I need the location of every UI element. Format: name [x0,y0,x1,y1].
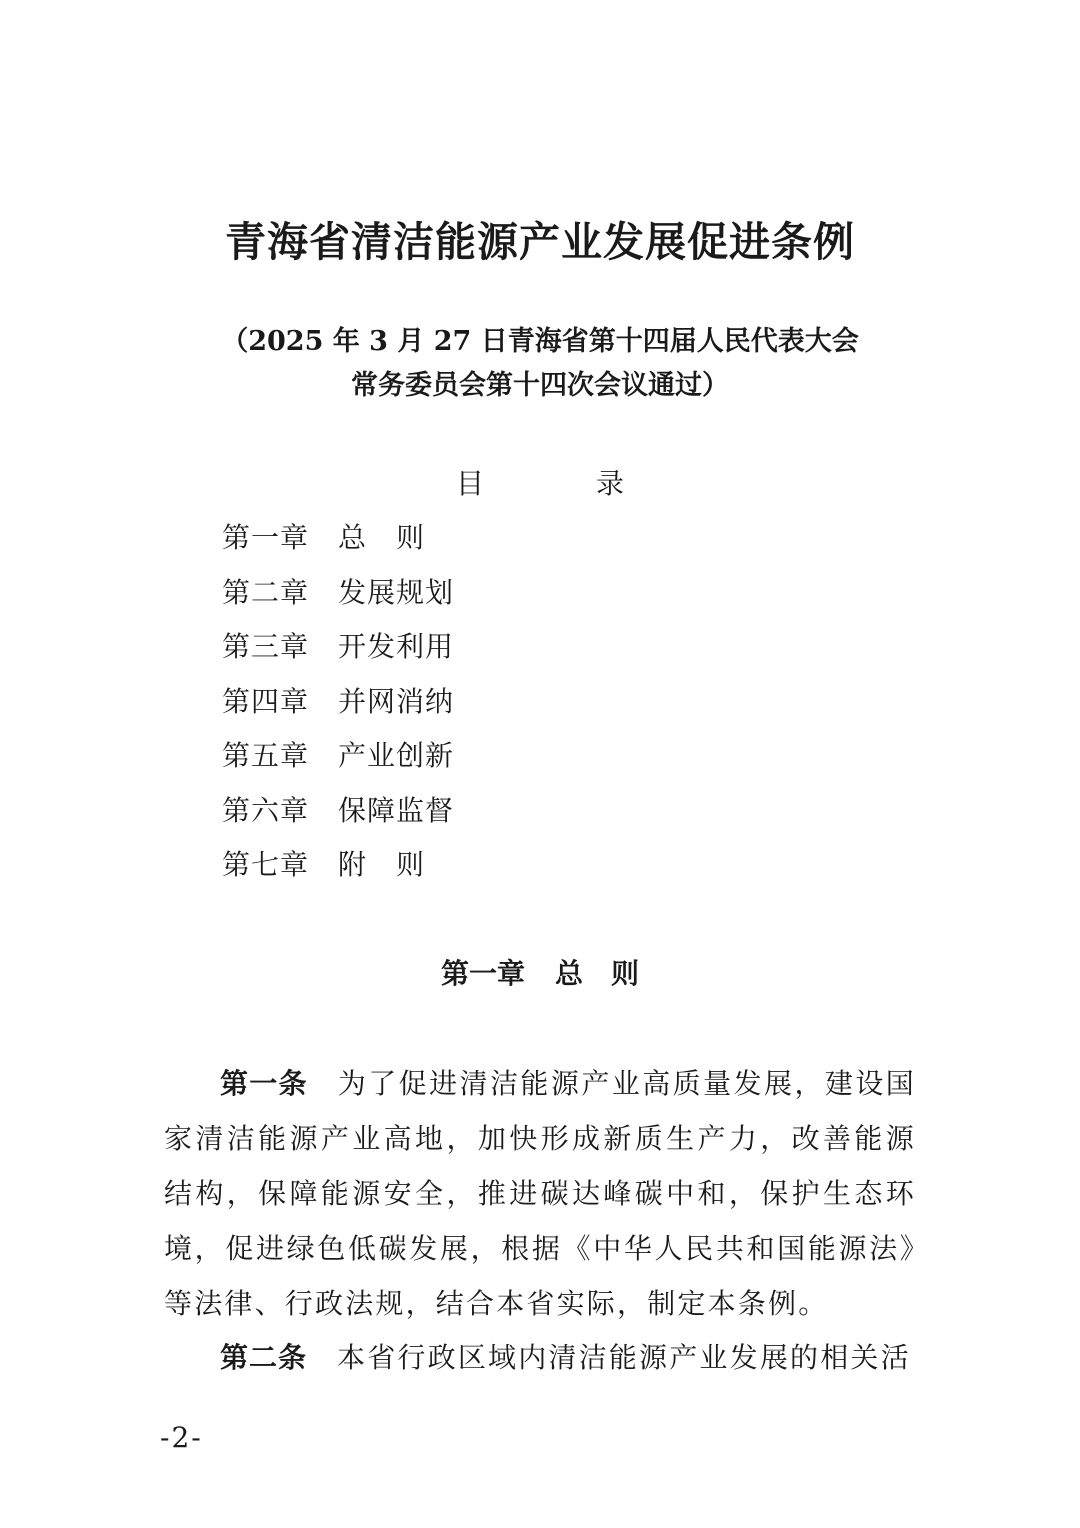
toc-item[interactable] [222,678,454,733]
toc-chapter-name: 发展规划 [338,575,455,609]
toc-item[interactable] [222,623,454,678]
toc-chapter-name: 保障监督 [338,793,455,827]
page-number: -2- [160,1421,203,1454]
toc-item[interactable] [222,787,454,842]
article-label: 第二条 [220,1341,308,1374]
toc-chapter-name: 总 则 [338,521,426,554]
toc-chapter-number: 第二章 [222,575,310,609]
toc-chapter-name: 产业创新 [338,739,455,772]
chapter-number: 第一章 [440,957,525,990]
toc-chapter-name: 附 则 [338,848,426,881]
chapter-heading [0,952,1080,996]
toc-chapter-number: 第三章 [222,630,310,663]
toc-list [222,514,454,896]
toc-heading-left: 目 [455,467,484,500]
subtitle-line-2: 常务委员会第十四次会议通过） [351,370,729,401]
article-text: 本省行政区域内清洁能源产业发展的相关活 [337,1341,911,1374]
article-label: 第一条 [220,1067,308,1100]
toc-heading-right: 录 [596,467,625,500]
toc-chapter-number: 第六章 [222,793,310,827]
toc-chapter-name: 开发利用 [338,630,455,663]
toc-item[interactable] [222,514,454,569]
toc-item[interactable] [222,841,454,896]
toc-heading [0,462,1080,506]
toc-chapter-number: 第一章 [222,521,310,554]
subtitle-line-1: （2025 年 3 月 27 日青海省第十四届人民代表大会 [221,326,859,357]
toc-chapter-name: 并网消纳 [338,684,455,718]
chapter-name: 总 则 [555,957,640,990]
document-subtitle [0,320,1080,408]
article-paragraph [164,1056,916,1331]
article-text: 为了促进清洁能源产业高质量发展，建设国家清洁能源产业高地，加快形成新质生产力，改善能源结构，保障能源安全，推进碳达峰碳中和，保护生态环境，促进绿色低碳发展，根据《中华人民共和国能源法》等法律、行政法规，结合本省实际，制定本条例。 [164,1067,916,1320]
toc-chapter-number: 第五章 [222,739,310,772]
toc-chapter-number: 第四章 [222,684,310,718]
toc-item[interactable] [222,732,454,787]
toc-chapter-number: 第七章 [222,848,310,881]
article-paragraph [164,1330,916,1385]
page-title: 青海省清洁能源产业发展促进条例 [225,218,855,266]
toc-item[interactable] [222,569,454,624]
